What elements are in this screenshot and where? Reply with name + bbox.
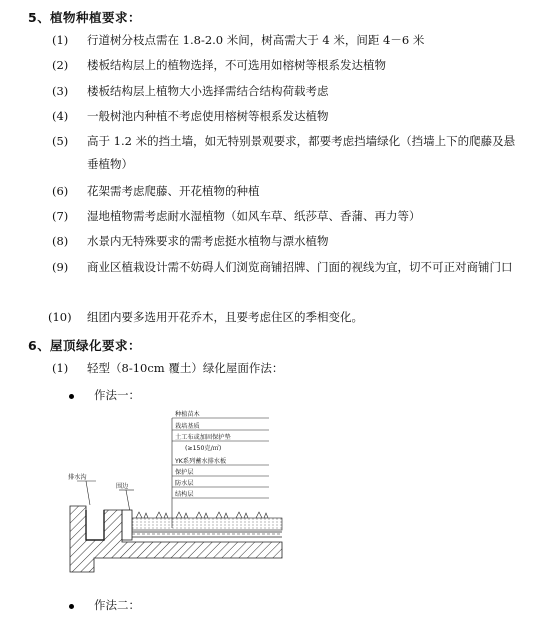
section-title: 屋顶绿化要求： — [50, 338, 142, 353]
plant-icons — [136, 512, 268, 518]
item-text: 水景内无特殊要求的需考虑挺水植物与漂水植物 — [87, 234, 329, 248]
item-number: (9) — [52, 260, 69, 274]
substrate-layer — [132, 518, 282, 530]
method-1-bullet — [69, 387, 140, 403]
list-item — [52, 230, 522, 253]
roof-greening-section-diagram — [64, 410, 284, 582]
item-text: 商业区植栽设计需不妨碍人们浏览商铺招牌、门面的视线为宜，切不可正对商铺门口 — [87, 260, 513, 274]
list-item — [52, 357, 522, 380]
list-item — [52, 256, 522, 279]
item-text: 花架需考虑爬藤、开花植物的种植 — [87, 184, 260, 198]
item-number: (5) — [52, 134, 69, 148]
layer-label: 种植苗木 — [175, 411, 200, 418]
bullet-dot-icon — [69, 394, 74, 399]
bullet-dot-icon — [69, 604, 74, 609]
list-item — [52, 105, 522, 128]
method-2-bullet — [69, 597, 140, 613]
layer-label: 结构层 — [175, 491, 194, 498]
item-text: 高于 1.2 米的挡土墙，如无特别景观要求，都要考虑挡墙绿化（挡墙上下的爬藤及悬垂植物） — [87, 134, 516, 171]
section-number: 5、 — [28, 10, 51, 25]
item-number: (3) — [52, 84, 69, 98]
layer-label: 土工布或加固保护垫 — [175, 434, 231, 441]
method-label: 作法二： — [94, 598, 140, 612]
layer-label: (≥150克/㎡) — [185, 445, 222, 452]
curb-block — [122, 510, 132, 540]
item-text: 一般树池内种植不考虑使用榕树等根系发达植物 — [87, 109, 329, 123]
drain-label: 排水沟 — [68, 474, 87, 481]
item-number: (7) — [52, 209, 69, 223]
list-item — [52, 130, 522, 176]
item-number: (4) — [52, 109, 69, 123]
layer-label: YK系列蓄水排水板 — [175, 458, 227, 465]
section-5-heading — [28, 8, 141, 26]
item-number: (1) — [52, 33, 69, 47]
item-text: 行道树分枝点需在 1.8-2.0 米间，树高需大于 4 米，间距 4－6 米 — [87, 33, 425, 47]
item-text: 组团内要多选用开花乔木，且要考虑住区的季相变化。 — [87, 310, 363, 324]
curb-label: 围边 — [116, 483, 129, 490]
list-item — [52, 180, 522, 203]
list-item — [52, 54, 522, 77]
section-number: 6、 — [28, 338, 51, 353]
item-text: 楼板结构层上植物大小选择需结合结构荷载考虑 — [87, 84, 329, 98]
list-item — [52, 29, 522, 52]
list-item — [48, 306, 522, 329]
item-number: (10) — [48, 310, 72, 324]
item-text: 湿地植物需考虑耐水湿植物（如风车草、纸莎草、香蒲、再力等） — [87, 209, 421, 223]
layer-label: 保护层 — [175, 469, 194, 476]
method-label: 作法一： — [94, 388, 140, 402]
item-number: (6) — [52, 184, 69, 198]
structural-slab — [70, 506, 282, 572]
item-number: (8) — [52, 234, 69, 248]
list-item — [52, 80, 522, 103]
item-text: 楼板结构层上的植物选择，不可选用如榕树等根系发达植物 — [87, 58, 386, 72]
item-number: (1) — [52, 361, 69, 375]
list-item — [52, 205, 522, 228]
section-title: 植物种植要求： — [50, 10, 142, 25]
section-6-heading — [28, 336, 141, 354]
item-text: 轻型（8-10cm 覆土）绿化屋面作法： — [87, 361, 284, 375]
item-number: (2) — [52, 58, 69, 72]
layer-label: 防水层 — [175, 480, 194, 487]
layer-label: 栽培基质 — [175, 423, 200, 430]
